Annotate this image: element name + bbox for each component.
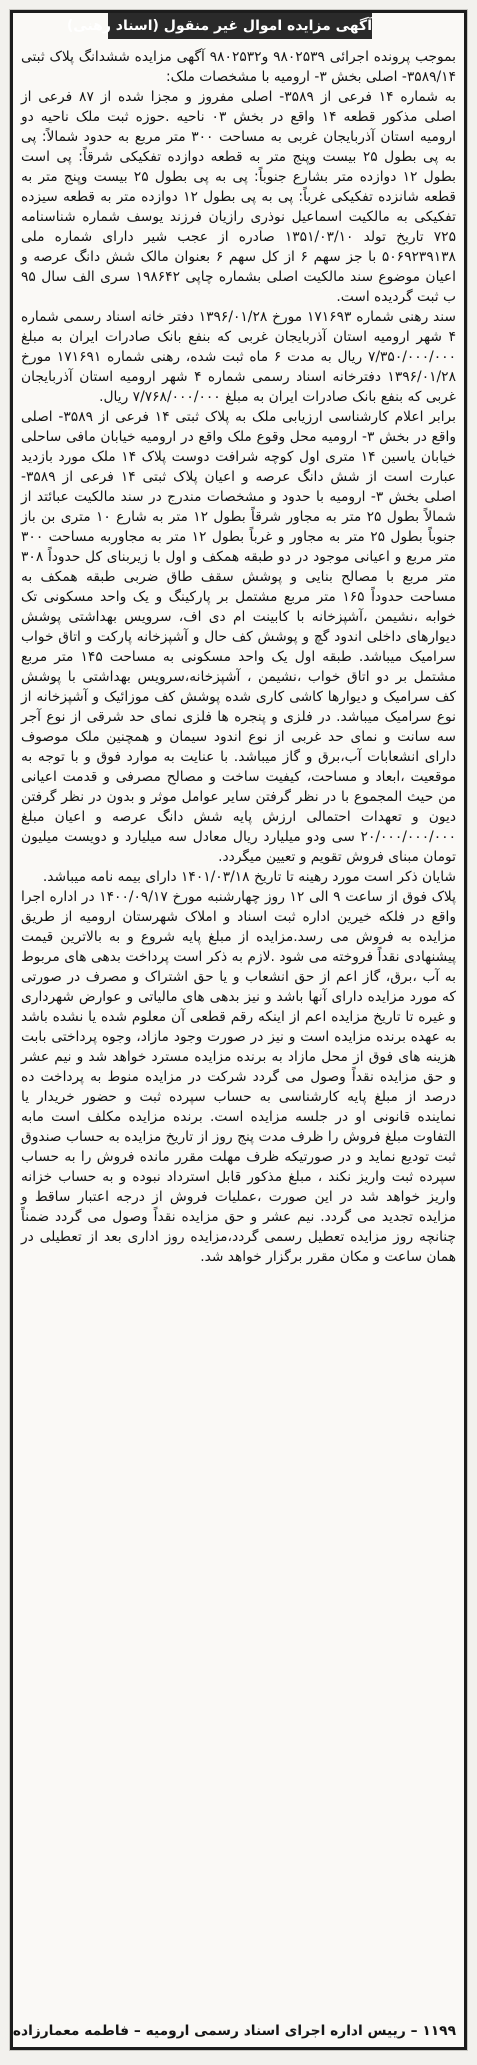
paragraph-insurance-note: شایان ذکر است مورد رهینه تا تاریخ ۱۴۰۱/۰۳/۱۸ دارای بیمه نامه میباشد. — [42, 869, 456, 885]
paragraph-expert-appraisal: برابر اعلام کارشناسی ارزیابی ملک به پلاک ثبتی ۱۴ فرعی از ۳۵۸۹- اصلی واقع در بخش ۳- ارومیه محل وقوع ملک واقع در ارومیه خیابان مافی ساحلی خیابان یاسین ۱۴ متری اول کوچه شرافت دوست پلاک ۱۴ ملک مورد بازدید عبارت است از شش دانگ عرصه و اعیان پلاک ثبتی ۱۴ فرعی از ۳۵۸۹- اصلی بخش ۳- ارومیه با حدود و مشخصات مندرج در سند مالکیت عبائتد از شمالاً بطول ۲۵ متر به مجاور شرقاً بطول ۱۲ متر به شارع ۱۰ متری بن باز جنوباً بطول ۲۵ متر به مجاور و غرباً بطول ۱۲ متر به مجاوربه مساحت ۳۰۰ متر مربع و اعیانی موجود در دو طبقه همکف و اول با زیربنای کل حدوداً ۳۰۸ متر مربع با مصالح بنایی و پوشش سقف طاق ضربی طبقه همکف به مساحت حدوداً ۱۶۵ متر مربع مشتمل بر پارکینگ و یک واحد مسکونی تک خوابه ،نشیمن ،آشپزخانه با کابینت ام دی اف، سرویس بهداشتی پوشش دیوارهای داخلی اندود گچ و پوشش کف حال و آشپزخانه پارکت و اتاق خواب سرامیک میباشد. طبقه اول یک واحد مسکونی به مساحت ۱۴۵ متر مربع مشتمل بر دو اتاق خواب ،نشیمن ، آشپزخانه،سرویس بهداشتی با پوشش کف سرامیک و دیوارها کاشی کاری شده پوشش کف موزائیک و آشپزخانه از نوع سرامیک میباشد. در فلزی و پنجره ها فلزی نمای حد شرقی از نوع آجر سه سانت و نمای حد غربی از نوع اندود سیمان و همچنین ملک موصوف دارای انشعابات آب،برق و گاز میباشد. با عنایت به موارد فوق و با توجه به موقعیت ،ابعاد و مساحت، کیفیت ساخت و مصالح مصرفی و قدمت اعیانی من حیث المجموع با در نظر گرفتن سایر عوامل موثر و بدون در نظر گرفتن دیون و تعهدات احتمالی ارزش پایه شش دانگ عرصه و اعیان مبلغ ۲۰/۰۰۰/۰۰۰/۰۰۰ سی ودو میلیارد ریال معادل سه میلیارد و دویست میلیون تومان مبنای فروش تقویم و تعیین میگردد. — [21, 409, 457, 865]
paragraph-auction-terms: پلاک فوق از ساعت ۹ الی ۱۲ روز چهارشنبه مورخ ۱۴۰۰/۰۹/۱۷ در اداره اجرا واقع در فلکه خیرین اداره ثبت اسناد و املاک شهرستان ارومیه از طریق مزایده به فروش می رسد.مزایده از مبلغ پایه شروع و به بالاترین قیمت پیشنهادی نقداً فروخته می شود .لازم به ذکر است پرداخت بدهی های مربوط به آب ،برق، گاز اعم از حق انشعاب و یا حق اشتراک و مصرف در صورتی که مورد مزایده دارای آنها باشد و نیز بدهی های مالیاتی و عوارض شهرداری و غیره تا تاریخ مزایده اعم از اینکه رقم قطعی آن معلوم شده یا نشده باشد به عهده برنده مزایده است و نیز در صورت وجود مازاد، وجوه پرداختی بابت هزینه های فوق از محل مازاد به برنده مزایده مسترد خواهد شد و نیم عشر و حق مزایده نقداً وصول می گردد شرکت در مزایده منوط به پرداخت ده درصد از مبلغ پایه کارشناسی به حساب سپرده ثبت و حضور خریدار یا نماینده قانونی او در جلسه مزایده است. برنده مزایده مکلف است مابه التفاوت مبلغ فروش را ظرف مدت پنج روز از تاریخ مزایده به حساب صندوق ثبت تودیع نماید و در صورتیکه ظرف مهلت مقرر مانده فروش را به حساب سپرده ثبت واریز نکند ، مبلغ مذکور قابل استرداد نبوده و به حساب خزانه واریز خواهد شد در این صورت ،عملیات فروش از درجه اعتبار ساقط و مزایده تجدید می گردد. نیم عشر و حق مزایده نقداً وصول می گردد ضمناً چنانچه روز مزایده تعطیل رسمی گردد،مزایده روز اداری بعد از تعطیلی در همان ساعت و مکان مقرر برگزار خواهد شد. — [21, 889, 456, 1265]
paragraph-mortgage-documents: سند رهنی شماره ۱۷۱۶۹۳ مورخ ۱۳۹۶/۰۱/۲۸ دفتر خانه اسناد رسمی شماره ۴ شهر ارومیه استان آذربایجان غربی که بنفع بانک صادرات ایران به مبلغ ۷/۳۵۰/۰۰۰/۰۰۰ ریال به مدت ۶ ماه ثبت شده، رهنی شماره ۱۷۱۶۹۱ مورخ ۱۳۹۶/۰۱/۲۸ دفترخانه اسناد رسمی شماره ۴ شهر ارومیه استان آذربایجان غربی که بنفع بانک صادرات ایران به مبلغ ۷/۷۶۸/۰۰۰/۰۰۰ ریال. — [21, 309, 456, 405]
paragraph-property-description: به شماره ۱۴ فرعی از ۳۵۸۹- اصلی مفروز و مجزا شده از ۸۷ فرعی از اصلی مذکور قطعه ۱۴ واقع در بخش ۰۳ ناحیه .حوزه ثبت ملک ناحیه دو ارومیه استان آذربایجان غربی به مساحت ۳۰۰ متر مربع به حدود شمالاً: پی به پی بطول ۲۵ بیست وپنج متر به قطعه دوازده تفکیکی شرقاً: پی است بطول ۱۲ دوازده متر بشارع جنوباً: پی به پی بطول ۲۵ بیست وپنج متر به قطعه شانزده تفکیکی غرباً: پی به پی بطول ۱۲ دوازده متر به قطعه سیزده تفکیکی به مالکیت اسماعیل نوذری رازیان فرزند یوسف شماره شناسنامه ۷۲۵ تاریخ تولد ۱۳۵۱/۰۳/۱۰ صادره از عجب شیر دارای شماره ملی ۵۰۶۹۲۳۹۱۳۸ با جز سهم ۶ از کل سهم ۶ بعنوان مالک شش دانگ عرصه و اعیان موضوع سند مالکیت اصلی بشماره چاپی ۱۹۸۶۴۲ سری الف سال ۹۵ ب ثبت گردیده است. — [21, 89, 457, 305]
auction-notice — [10, 10, 467, 2050]
notice-body — [21, 47, 456, 1267]
notice-title: آگهی مزایده اموال غیر منقول (اسناد رهنی) — [108, 13, 372, 39]
paragraph-case-intro: بموجب پرونده اجرائی ۹۸۰۲۵۳۹ و۹۸۰۲۵۳۲ آگهی مزایده ششدانگ پلاک ثبتی ۳۵۸۹/۱۴- اصلی بخش ۳- ارومیه با مشخصات ملک: — [21, 49, 456, 85]
notice-signature: ۱۱۹۹ – رییس اداره اجرای اسناد رسمی ارومیه – فاطمه معمارزاده — [12, 2023, 456, 2039]
